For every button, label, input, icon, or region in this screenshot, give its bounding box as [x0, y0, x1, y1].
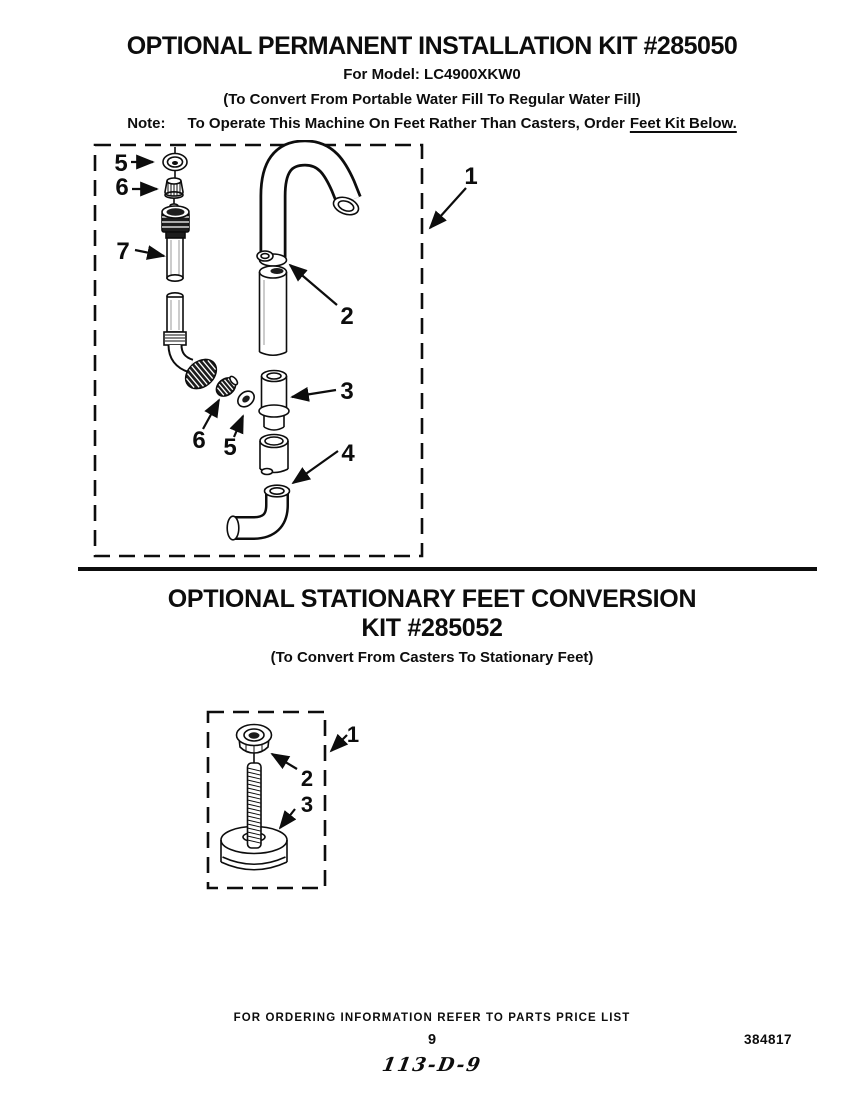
feet-kit-diagram — [180, 700, 400, 910]
supply-hose-assembly — [162, 147, 257, 410]
callout-5-bottom — [223, 416, 243, 461]
svg-text:1: 1 — [346, 722, 360, 747]
svg-text:5: 5 — [114, 150, 128, 177]
callout-4 — [293, 440, 355, 483]
svg-text:6: 6 — [115, 174, 129, 201]
hose-connector — [259, 371, 289, 431]
callout-1 — [430, 163, 478, 228]
svg-text:7: 7 — [116, 238, 130, 265]
hose-upper-segment — [167, 238, 183, 281]
callout-1 — [331, 722, 359, 751]
svg-text:1: 1 — [464, 163, 478, 190]
svg-text:4: 4 — [341, 440, 355, 467]
hose-clamp-ring — [257, 251, 273, 261]
ordering-note: FOR ORDERING INFORMATION REFER TO PARTS PRICE LIST — [233, 1012, 631, 1024]
svg-text:3: 3 — [300, 792, 314, 817]
note-label: Note: — [127, 115, 166, 132]
screen-fitting-top — [165, 178, 183, 198]
note-line — [0, 115, 864, 132]
section1-title: OPTIONAL PERMANENT INSTALLATION KIT #285050 — [126, 32, 738, 60]
note-text: To Operate This Machine On Feet Rather Than Casters, Order — [187, 115, 625, 132]
installation-kit-diagram — [80, 140, 500, 565]
section2-subtitle: (To Convert From Casters To Stationary Feet) — [270, 649, 594, 666]
section2-title-line2: KIT #285052 — [361, 614, 503, 642]
callout-2 — [272, 754, 313, 791]
hose-lower-segment — [164, 293, 191, 366]
threaded-stud — [248, 763, 262, 848]
section2-title-line1: OPTIONAL STATIONARY FEET CONVERSION — [167, 585, 697, 613]
foot-nut — [237, 725, 272, 754]
callout-2 — [290, 265, 354, 330]
handwritten-code: 113-D-9 — [380, 1054, 484, 1076]
washer-part-bottom — [235, 388, 258, 410]
callout-6-bottom — [192, 400, 219, 454]
fill-tube — [260, 266, 287, 355]
svg-text:5: 5 — [223, 434, 237, 461]
j-bend-hose — [257, 153, 361, 266]
section1-subtitle: (To Convert From Portable Water Fill To Regular Water Fill) — [223, 91, 641, 108]
svg-text:3: 3 — [340, 378, 354, 405]
washer-part-top — [163, 154, 187, 171]
screen-fitting-bottom — [213, 373, 241, 400]
callout-7 — [116, 238, 164, 265]
callout-5-top — [114, 150, 153, 177]
kit-boundary-box — [95, 145, 422, 556]
svg-text:2: 2 — [340, 303, 354, 330]
callout-6-top — [115, 174, 157, 201]
callout-3 — [292, 378, 354, 405]
section-divider — [78, 567, 817, 571]
document-number: 384817 — [744, 1032, 793, 1047]
svg-text:6: 6 — [192, 427, 206, 454]
model-line: For Model: LC4900XKW0 — [343, 66, 521, 83]
elbow-hose — [227, 485, 289, 540]
callout-3 — [280, 792, 313, 828]
hose-coupling — [162, 206, 189, 238]
page-number: 9 — [427, 1032, 437, 1048]
hose-coupler — [260, 435, 288, 475]
svg-text:2: 2 — [300, 766, 314, 791]
note-underlined-text: Feet Kit Below. — [629, 115, 737, 132]
